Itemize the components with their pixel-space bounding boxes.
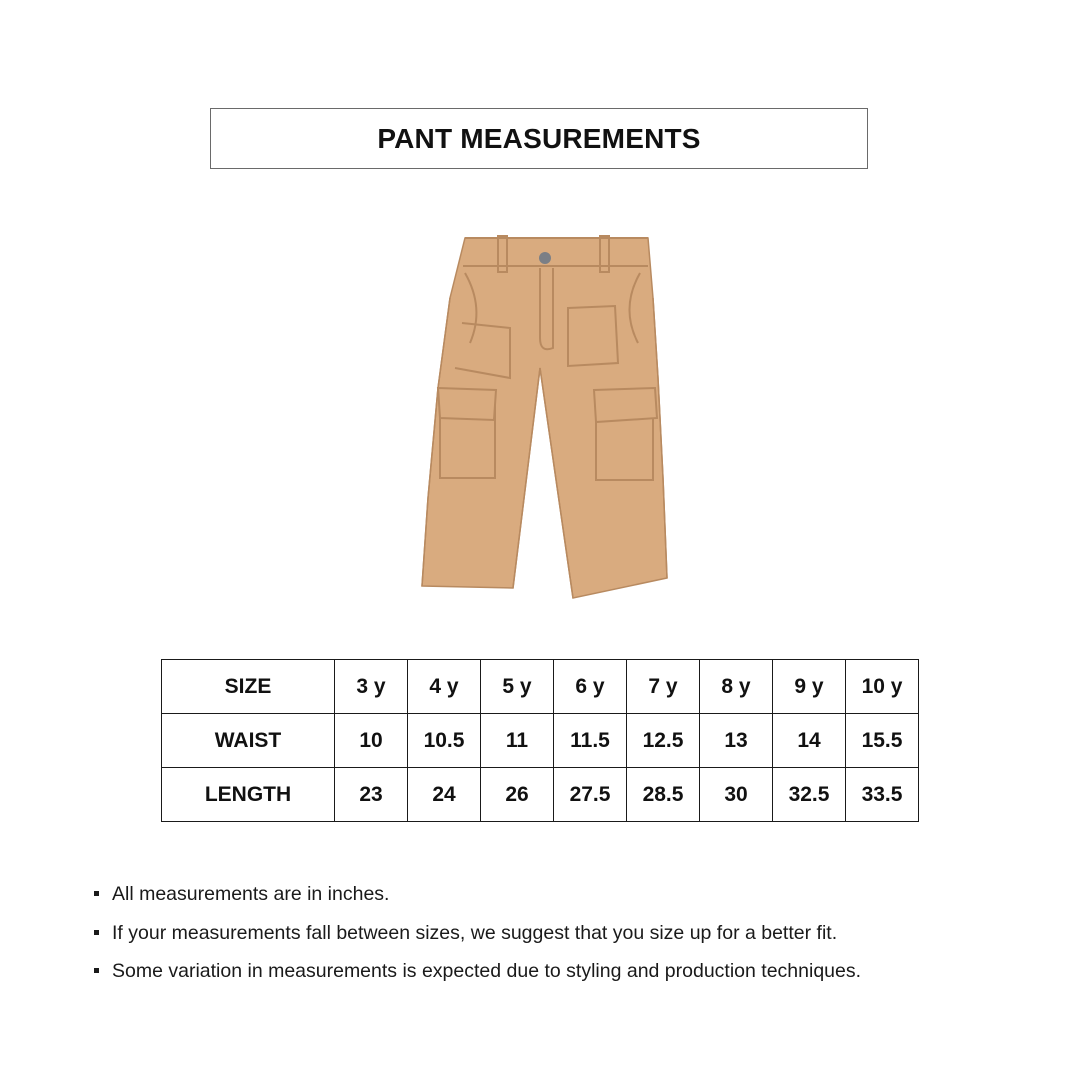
- row-label-waist: WAIST: [162, 714, 335, 768]
- table-cell: 28.5: [627, 768, 700, 822]
- notes-list: [94, 875, 861, 991]
- note-text: Some variation in measurements is expected due to styling and production techniques.: [112, 960, 862, 982]
- pant-image: [410, 228, 680, 608]
- cargo-flap-left: [438, 388, 496, 420]
- table-cell: 24: [408, 768, 481, 822]
- table-cell: 7 y: [627, 660, 700, 714]
- table-cell: 6 y: [554, 660, 627, 714]
- table-cell: 4 y: [408, 660, 481, 714]
- size-chart-table: [161, 659, 919, 822]
- table-cell: 12.5: [627, 714, 700, 768]
- waist-button: [539, 252, 551, 264]
- table-cell: 11: [481, 714, 554, 768]
- list-item: [94, 952, 861, 991]
- table-cell: 33.5: [846, 768, 919, 822]
- table-cell: 26: [481, 768, 554, 822]
- table-row: [162, 714, 919, 768]
- table-cell: 3 y: [335, 660, 408, 714]
- bullet-icon: [94, 930, 99, 935]
- table-cell: 10 y: [846, 660, 919, 714]
- page-title: PANT MEASUREMENTS: [377, 122, 701, 154]
- table-cell: 13: [700, 714, 773, 768]
- table-cell: 27.5: [554, 768, 627, 822]
- row-label-size: SIZE: [162, 660, 335, 714]
- note-text: If your measurements fall between sizes, we suggest that you size up for a better fit.: [112, 921, 838, 944]
- table-row: [162, 768, 919, 822]
- bullet-icon: [94, 891, 99, 896]
- title-box: [210, 108, 868, 169]
- list-item: [94, 875, 861, 914]
- table-cell: 5 y: [481, 660, 554, 714]
- list-item: [94, 914, 861, 953]
- table-row: [162, 660, 919, 714]
- table-cell: 10: [335, 714, 408, 768]
- bullet-icon: [94, 968, 99, 973]
- table-cell: 11.5: [554, 714, 627, 768]
- table-cell: 9 y: [773, 660, 846, 714]
- table-cell: 15.5: [846, 714, 919, 768]
- cargo-flap-right: [594, 388, 657, 422]
- table-cell: 14: [773, 714, 846, 768]
- table-cell: 32.5: [773, 768, 846, 822]
- note-text: All measurements are in inches.: [112, 883, 390, 905]
- table-cell: 30: [700, 768, 773, 822]
- table-cell: 23: [335, 768, 408, 822]
- table-cell: 8 y: [700, 660, 773, 714]
- row-label-length: LENGTH: [162, 768, 335, 822]
- table-cell: 10.5: [408, 714, 481, 768]
